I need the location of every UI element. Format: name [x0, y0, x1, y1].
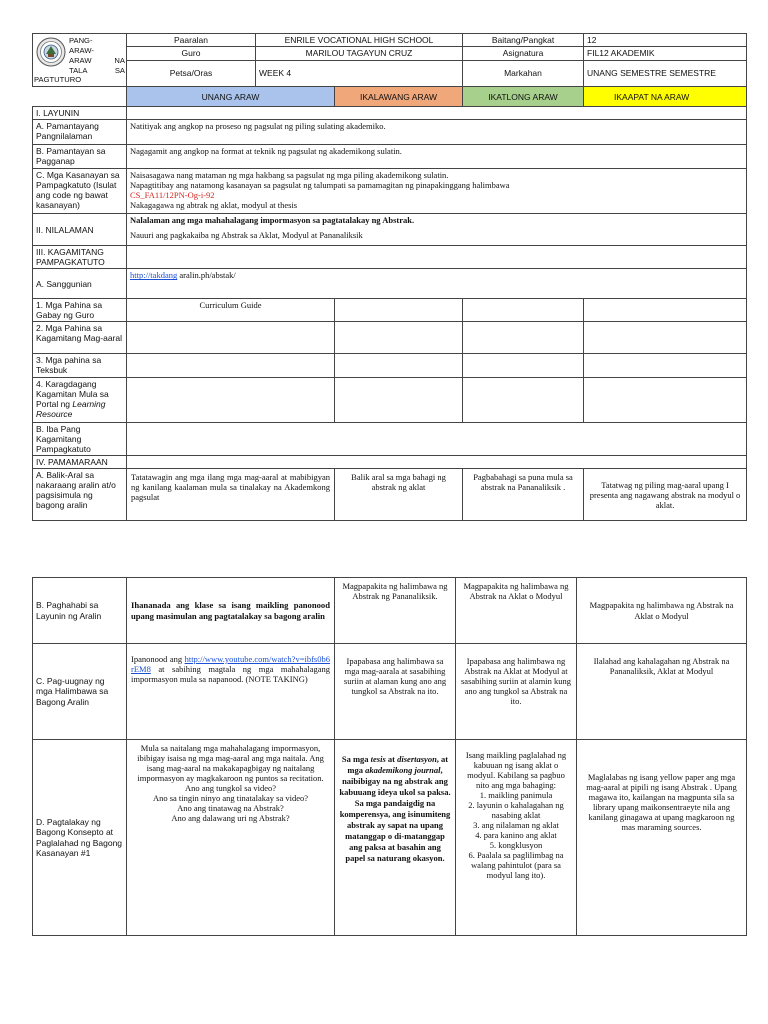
teksbuk-day2 — [335, 354, 463, 378]
guro-value: MARILOU TAGAYUN CRUZ — [256, 47, 463, 60]
gabay-day4 — [584, 299, 747, 322]
iba-pang-label: B. Iba Pang Kagamitang Pampagkatuto — [33, 423, 127, 456]
balik-aral-day1: Tatatawagin ang mga ilang mga mag-aaral at mabibigyan ng kanilang kaalaman mula sa tinalakay na Akademkong pagsulat — [127, 469, 335, 521]
pagtalakay-day2-disertasyon: disertasyon — [397, 754, 437, 764]
teksbuk-day4 — [584, 354, 747, 378]
mag-aaral-day2 — [335, 322, 463, 354]
pagtalakay-day3-item-4: 4. para kanino ang aklat — [475, 830, 557, 841]
day-header-unang: UNANG ARAW — [127, 87, 335, 107]
pagtalakay-day3-item-1: 1. maikling panimula — [479, 790, 553, 801]
pagtalakay-day3-intro: Isang maikling paglalahad ng kabuuan ng isang aklat o modyul. Kabilang sa pagbuo nito ang mga bahaging: — [465, 750, 567, 791]
petsa-value: WEEK 4 — [256, 60, 463, 87]
pagtalakay-day2-b: at — [385, 754, 398, 764]
balik-aral-day4: Tatatwag ng piling mag-aaral upang I presenta ang nagawang abstrak na modyul o aklat. — [584, 469, 747, 521]
layunin-label: I. LAYUNIN — [33, 107, 127, 120]
paghahabi-day1: Ihananada ang klase sa isang maikling panonood upang masimulan ang pagtatalakay sa bagong aralin — [127, 578, 335, 644]
mag-aaral-day4 — [584, 322, 747, 354]
kasanayan-value — [127, 169, 747, 214]
kasanayan-line-2: Napagtitibay ang natamong kasanayan sa pagsulat ng talumpati sa pamamagitan ng pinapakinggang halimbawa — [130, 180, 510, 191]
markahan-label: Markahan — [463, 60, 584, 87]
pag-uugnay-day2: Ipapabasa ang halimbawa sa mga mag-aarala at sasabihing suriin at alaman kung ano ang tungkol sa Abstrak na ito. — [335, 644, 456, 740]
gabay-value: Curriculum Guide — [127, 299, 335, 322]
pag-uugnay-label: C. Pag-uugnay ng mga Halimbawa sa Bagong Aralin — [33, 644, 127, 740]
baitang-value: 12 — [584, 34, 747, 47]
balik-aral-day3: Pagbabahagi sa puna mula sa abstrak na Pananaliksik . — [463, 469, 584, 521]
pagtalakay-day1 — [127, 740, 335, 936]
pamamaraan-label: IV. PAMAMARAAN — [33, 456, 127, 469]
sanggunian-label: A. Sanggunian — [33, 269, 127, 299]
teksbuk-label: 3. Mga pahina sa Teksbuk — [33, 354, 127, 378]
pagtalakay-day2 — [335, 740, 456, 936]
paaralan-value: ENRILE VOCATIONAL HIGH SCHOOL — [256, 34, 463, 47]
pamantayan-pagganap-label: B. Pamantayan sa Pagganap — [33, 145, 127, 169]
kagamitan-label: III. KAGAMITANG PAMPAGKATUTO — [33, 246, 127, 269]
teksbuk-day3 — [463, 354, 584, 378]
sanggunian-rest: aralin.ph/abstak/ — [177, 270, 236, 281]
kasanayan-line-1: Naisasagawa nang mataman ng mga hakbang sa pagsulat ng mga piling akademikong sulatin. — [130, 170, 449, 181]
logo-line-1: PANG- — [69, 36, 93, 45]
iba-pang-value — [127, 423, 747, 456]
mag-aaral-day3 — [463, 322, 584, 354]
kasanayan-label: C. Mga Kasanayan sa Pampagkatuto (Isulat ang code ng bawat kasanayan) — [33, 169, 127, 214]
pagtalakay-day4: Maglalabas ng isang yellow paper ang mga mag-aaral at pipili ng isang Abstrak . Upang magawa ito, kailangan na magpunta sila sa library upang maikonsentraeyte nila ang kanilang ginagawa at upang magkaroon ng mas maraming sources. — [577, 740, 747, 936]
nilalaman-label: II. NILALAMAN — [33, 214, 127, 246]
day-header-spacer — [33, 87, 127, 107]
logo-line-5: PAGTUTURO — [34, 75, 82, 85]
pagtalakay-day3-item-6: 6. Paalala sa paglilimbag na walang pahintulot (para sa modyul lang ito). — [468, 850, 564, 881]
paghahabi-day4: Magpapakita ng halimbawa ng Abstrak na Aklat o Modyul — [577, 578, 747, 644]
teksbuk-day1 — [127, 354, 335, 378]
lesson-log-table-page-2 — [32, 577, 747, 936]
karagdagang-day4 — [584, 378, 747, 423]
baitang-label: Baitang/Pangkat — [463, 34, 584, 47]
paghahabi-label: B. Paghahabi sa Layunin ng Aralin — [33, 578, 127, 644]
pagtalakay-question-3: Ano ang tinatawag na Abstrak? — [177, 803, 284, 814]
pamantayang-pangnilalaman-label: A. Pamantayang Pangnilalaman — [33, 120, 127, 145]
balik-aral-day2: Balik aral sa mga bahagi ng abstrak ng aklat — [335, 469, 463, 521]
pamamaraan-empty — [127, 456, 747, 469]
school-seal-icon — [36, 37, 66, 67]
pamantayan-pagganap-value: Nagagamit ang angkop na format at teknik ng pagsulat ng akademikong sulatin. — [127, 145, 747, 169]
pag-uugnay-video-link[interactable]: http://www.youtube.com/watch?v=ibfs0b6rEM8 — [131, 654, 330, 675]
pagtalakay-day2-journal: akademikong journal — [365, 765, 441, 776]
pagtalakay-day1-intro: Mula sa naitalang mga mahahalagang impormasyon, ibibigay isaisa ng mga mag-aaral ang mga naitala. Ang isang mag-aaral na makakapagbigay ng naitalang impormasyon ay magkakaroon ng puntos sa recitation. — [137, 743, 324, 784]
pagtalakay-day2-c: , at mga — [347, 754, 449, 776]
balik-aral-label: A. Balik-Aral sa nakaraang aralin at/o pagsisimula ng bagong aralin — [33, 469, 127, 521]
pagtalakay-label: D. Pagtalakay ng Bagong Konsepto at Paglalahad ng Bagong Kasanayan #1 — [33, 740, 127, 936]
kasanayan-code: CS_FA11/12PN-Og-i-92 — [130, 190, 215, 201]
asignatura-label: Asignatura — [463, 47, 584, 60]
logo-line-3: ARAW NA — [69, 55, 125, 65]
karagdagang-day3 — [463, 378, 584, 423]
pag-uugnay-day1-a: Ipanonood ang — [131, 654, 185, 664]
day-header-ikalawang: IKALAWANG ARAW — [335, 87, 463, 107]
pagtalakay-question-1: Ano ang tungkol sa video? — [184, 783, 277, 794]
pamantayang-pangnilalaman-value: Natitiyak ang angkop na proseso ng pagsulat ng piling sulating akademiko. — [127, 120, 747, 145]
sanggunian-link[interactable]: http://takdang — [130, 270, 178, 281]
karagdagang-label-b: Learning Resource — [36, 399, 106, 420]
pagtalakay-day2-tesis: tesis — [370, 754, 386, 764]
logo-line-2: ARAW- — [69, 45, 94, 55]
pagtalakay-day2-a: Sa mga — [341, 754, 371, 764]
pagtalakay-question-4: Ano ang dalawang uri ng Abstrak? — [171, 813, 290, 824]
pag-uugnay-day1 — [127, 644, 335, 740]
paaralan-label: Paaralan — [127, 34, 256, 47]
mag-aaral-label: 2. Mga Pahina sa Kagamitang Mag-aaral — [33, 322, 127, 354]
markahan-value: UNANG SEMESTRE SEMESTRE — [584, 60, 747, 87]
asignatura-value: FIL12 AKADEMIK — [584, 47, 747, 60]
nilalaman-value — [127, 214, 747, 246]
nilalaman-line-2: Nauuri ang pagkakaiba ng Abstrak sa Aklat, Modyul at Pananaliksik — [130, 230, 363, 241]
pagtalakay-day3-item-2: 2. layunin o kahalagahan ng nasabing aklat — [468, 800, 564, 821]
layunin-empty — [127, 107, 747, 120]
paghahabi-day3: Magpapakita ng halimbawa ng Abstrak na Aklat o Modyul — [456, 578, 577, 644]
pagtalakay-day3 — [456, 740, 577, 936]
pagtalakay-day2-d: , naibibigay na ng abstrak ang kabuuang ideya ukol sa paksa. Sa mga pandaigdig na komperensya, ang isinumiteng abstrak ay sapat na upang matanggap o di-matanggap ang paksa at basahin ang papel sa naturang okasyon. — [339, 765, 451, 864]
gabay-label: 1. Mga Pahina sa Gabay ng Guro — [33, 299, 127, 322]
pagtalakay-day3-item-5: 5. kongklusyon — [489, 840, 543, 851]
kagamitan-empty — [127, 246, 747, 269]
pag-uugnay-day1-b: at sabihing magtala ng mga mahahalagang impormasyon mula sa napanood. (NOTE TAKING) — [131, 664, 330, 685]
petsa-label: Petsa/Oras — [127, 60, 256, 87]
guro-label: Guro — [127, 47, 256, 60]
paghahabi-day2: Magpapakita ng halimbawa ng Abstrak ng Pananaliksik. — [335, 578, 456, 644]
karagdagang-label-a: 4. Karagdagang Kagamitan Mula sa Portal ng — [36, 379, 109, 410]
day-header-ikaapat: IKAAPAT NA ARAW — [584, 87, 747, 107]
pagtalakay-day3-item-3: 3. ang nilalaman ng aklat — [473, 820, 559, 831]
lesson-log-table-page-1 — [32, 33, 747, 521]
mag-aaral-day1 — [127, 322, 335, 354]
pag-uugnay-day3: Ipapabasa ang halimbawa ng Abstrak na Aklat at Modyul at sasabihing suriin at alamin kung ano ang tungkol sa Abstrak na ito. — [456, 644, 577, 740]
gabay-day2 — [335, 299, 463, 322]
kasanayan-line-3: Nakagagawa ng abtrak ng aklat, modyul at thesis — [130, 200, 298, 211]
karagdagang-label — [33, 378, 127, 423]
pag-uugnay-day4: Ilalahad ang kahalagahan ng Abstrak na Pananaliksik, Aklat at Modyul — [577, 644, 747, 740]
pagtalakay-question-2: Ano sa tingin ninyo ang tinatalakay sa video? — [152, 793, 309, 804]
karagdagang-day2 — [335, 378, 463, 423]
school-logo-cell — [33, 34, 127, 87]
sanggunian-value — [127, 269, 747, 299]
gabay-day3 — [463, 299, 584, 322]
karagdagang-day1 — [127, 378, 335, 423]
day-header-ikatlong: IKATLONG ARAW — [463, 87, 584, 107]
nilalaman-line-1: Nalalaman ang mga mahahalagang impormasyon sa pagtatalakay ng Abstrak. — [130, 215, 415, 226]
logo-line-4: TALA SA — [69, 65, 125, 75]
